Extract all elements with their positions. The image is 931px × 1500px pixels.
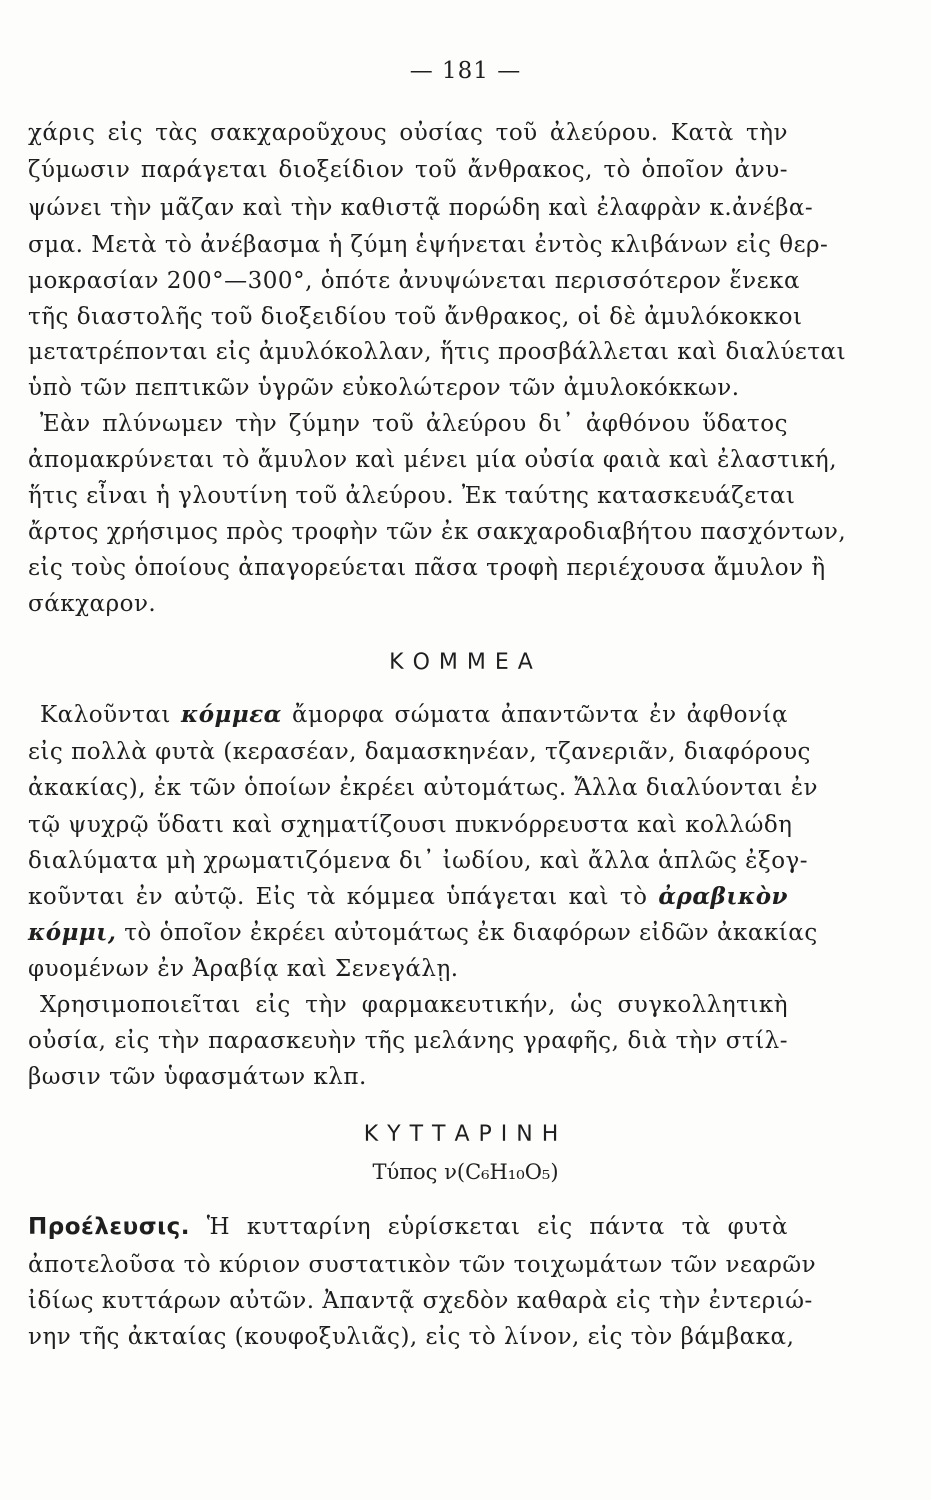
text-line: ὑπὸ τῶν πεπτικῶν ὑγρῶν εὐκολώτερον τῶν ἀμυλοκόκκων. <box>28 375 740 401</box>
text-span: ἄμορφα σώματα ἀπαντῶντα ἐν ἀφθονίᾳ <box>281 702 789 728</box>
text-line <box>28 1212 788 1242</box>
text-line: ἀπομακρύνεται τὸ ἄμυλον καὶ μένει μία οὐσία φαιὰ καὶ ἐλαστική, <box>28 447 838 473</box>
text-line: χάρις εἰς τὰς σακχαροῦχους οὐσίας τοῦ ἀλεύρου. Κατὰ τὴν <box>28 120 788 146</box>
text-span: τὸ ὁποῖον ἐκρέει αὐτομάτως ἐκ διαφόρων εἰδῶν ἀκακίας <box>116 920 818 946</box>
text-span: κοῦνται ἐν αὐτῷ. Εἰς τὰ κόμμεα ὑπάγεται καὶ τὸ <box>28 884 659 910</box>
text-line: βωσιν τῶν ὑφασμάτων κλπ. <box>28 1064 367 1090</box>
text-span: Ἡ κυτταρίνη εὑρίσκεται εἰς πάντα τὰ φυτὰ <box>189 1214 788 1240</box>
section-label: Προέλευσις. <box>28 1214 190 1240</box>
text-line: μοκρασίαν 200°—300°, ὁπότε ἀνυψώνεται περισσότερον ἕνεκα <box>28 268 800 294</box>
text-line: νην τῆς ἀκταίας (κουφοξυλιᾶς), εἰς τὸ λίνον, εἰς τὸν βάμβακα, <box>28 1324 795 1350</box>
text-line: Χρησιμοποιεῖται εἰς τὴν φαρμακευτικήν, ὡς συγκολλητικὴ <box>40 992 788 1018</box>
text-line <box>28 882 788 912</box>
text-line: διαλύματα μὴ χρωματιζόμενα δι᾽ ἰωδίου, καὶ ἄλλα ἁπλῶς ἐξογ- <box>28 848 809 874</box>
text-line: εἰς πολλὰ φυτὰ (κερασέαν, δαμασκηνέαν, τζανεριᾶν, διαφόρους <box>28 739 811 765</box>
text-line <box>40 700 788 730</box>
text-line <box>28 918 818 948</box>
text-line: οὐσία, εἰς τὴν παρασκευὴν τῆς μελάνης γραφῆς, διὰ τὴν στίλ- <box>28 1028 788 1054</box>
text-line: ἀποτελοῦσα τὸ κύριον συστατικὸν τῶν τοιχωμάτων τῶν νεαρῶν <box>28 1252 817 1278</box>
text-line: σμα. Μετὰ τὸ ἀνέβασμα ἡ ζύμη ἑψήνεται ἐντὸς κλιβάνων εἰς θερ- <box>28 232 829 258</box>
text-line: μετατρέπονται εἰς ἀμυλόκολλαν, ἥτις προσβάλλεται καὶ διαλύεται <box>28 339 847 365</box>
emphasized-term: ἀραβικὸν <box>658 883 788 910</box>
text-line: σάκχαρον. <box>28 591 157 617</box>
text-line: φυομένων ἐν Ἀραβίᾳ καὶ Σενεγάλῃ. <box>28 956 459 982</box>
text-line: τῆς διαστολῆς τοῦ διοξειδίου τοῦ ἄνθρακος, οἱ δὲ ἀμυλόκοκκοι <box>28 304 803 330</box>
text-line: εἰς τοὺς ὁποίους ἀπαγορεύεται πᾶσα τροφὴ περιέχουσα ἄμυλον ἢ <box>28 555 826 581</box>
text-span: Καλοῦνται <box>40 702 181 728</box>
text-line: τῷ ψυχρῷ ὕδατι καὶ σχηματίζουσι πυκνόρρευστα καὶ κολλώδη <box>28 812 793 838</box>
section-heading: ΚΥΤΤΑΡΙΝΗ <box>363 1122 568 1147</box>
page-number: — 181 — <box>409 58 522 84</box>
emphasized-term: κόμμι, <box>28 919 117 946</box>
text-line: ἰδίως κυττάρων αὐτῶν. Ἀπαντᾷ σχεδὸν καθαρὰ εἰς τὴν ἐντεριώ- <box>28 1288 813 1314</box>
section-heading: ΚΟΜΜΕΑ <box>389 650 542 675</box>
chemical-formula: Τύπος ν(C₆H₁₀O₅) <box>372 1160 559 1184</box>
text-line: ψώνει τὴν μᾶζαν καὶ τὴν καθιστᾷ πορώδη καὶ ἐλαφρὰν κ.ἀνέβα- <box>28 195 814 221</box>
text-line: ἀκακίας), ἐκ τῶν ὁποίων ἐκρέει αὐτομάτως. Ἄλλα διαλύονται ἐν <box>28 775 819 801</box>
text-line: ἥτις εἶναι ἡ γλουτίνη τοῦ ἀλεύρου. Ἐκ ταύτης κατασκευάζεται <box>28 483 796 509</box>
emphasized-term: κόμμεα <box>180 701 282 728</box>
text-line: ἄρτος χρήσιμος πρὸς τροφὴν τῶν ἐκ σακχαροδιαβήτου πασχόντων, <box>28 519 847 545</box>
text-line: Ἐὰν πλύνωμεν τὴν ζύμην τοῦ ἀλεύρου δι᾽ ἀφθόνου ὕδατος <box>40 411 788 437</box>
text-line: ζύμωσιν παράγεται διοξείδιον τοῦ ἄνθρακος, τὸ ὁποῖον ἀνυ- <box>28 157 788 183</box>
